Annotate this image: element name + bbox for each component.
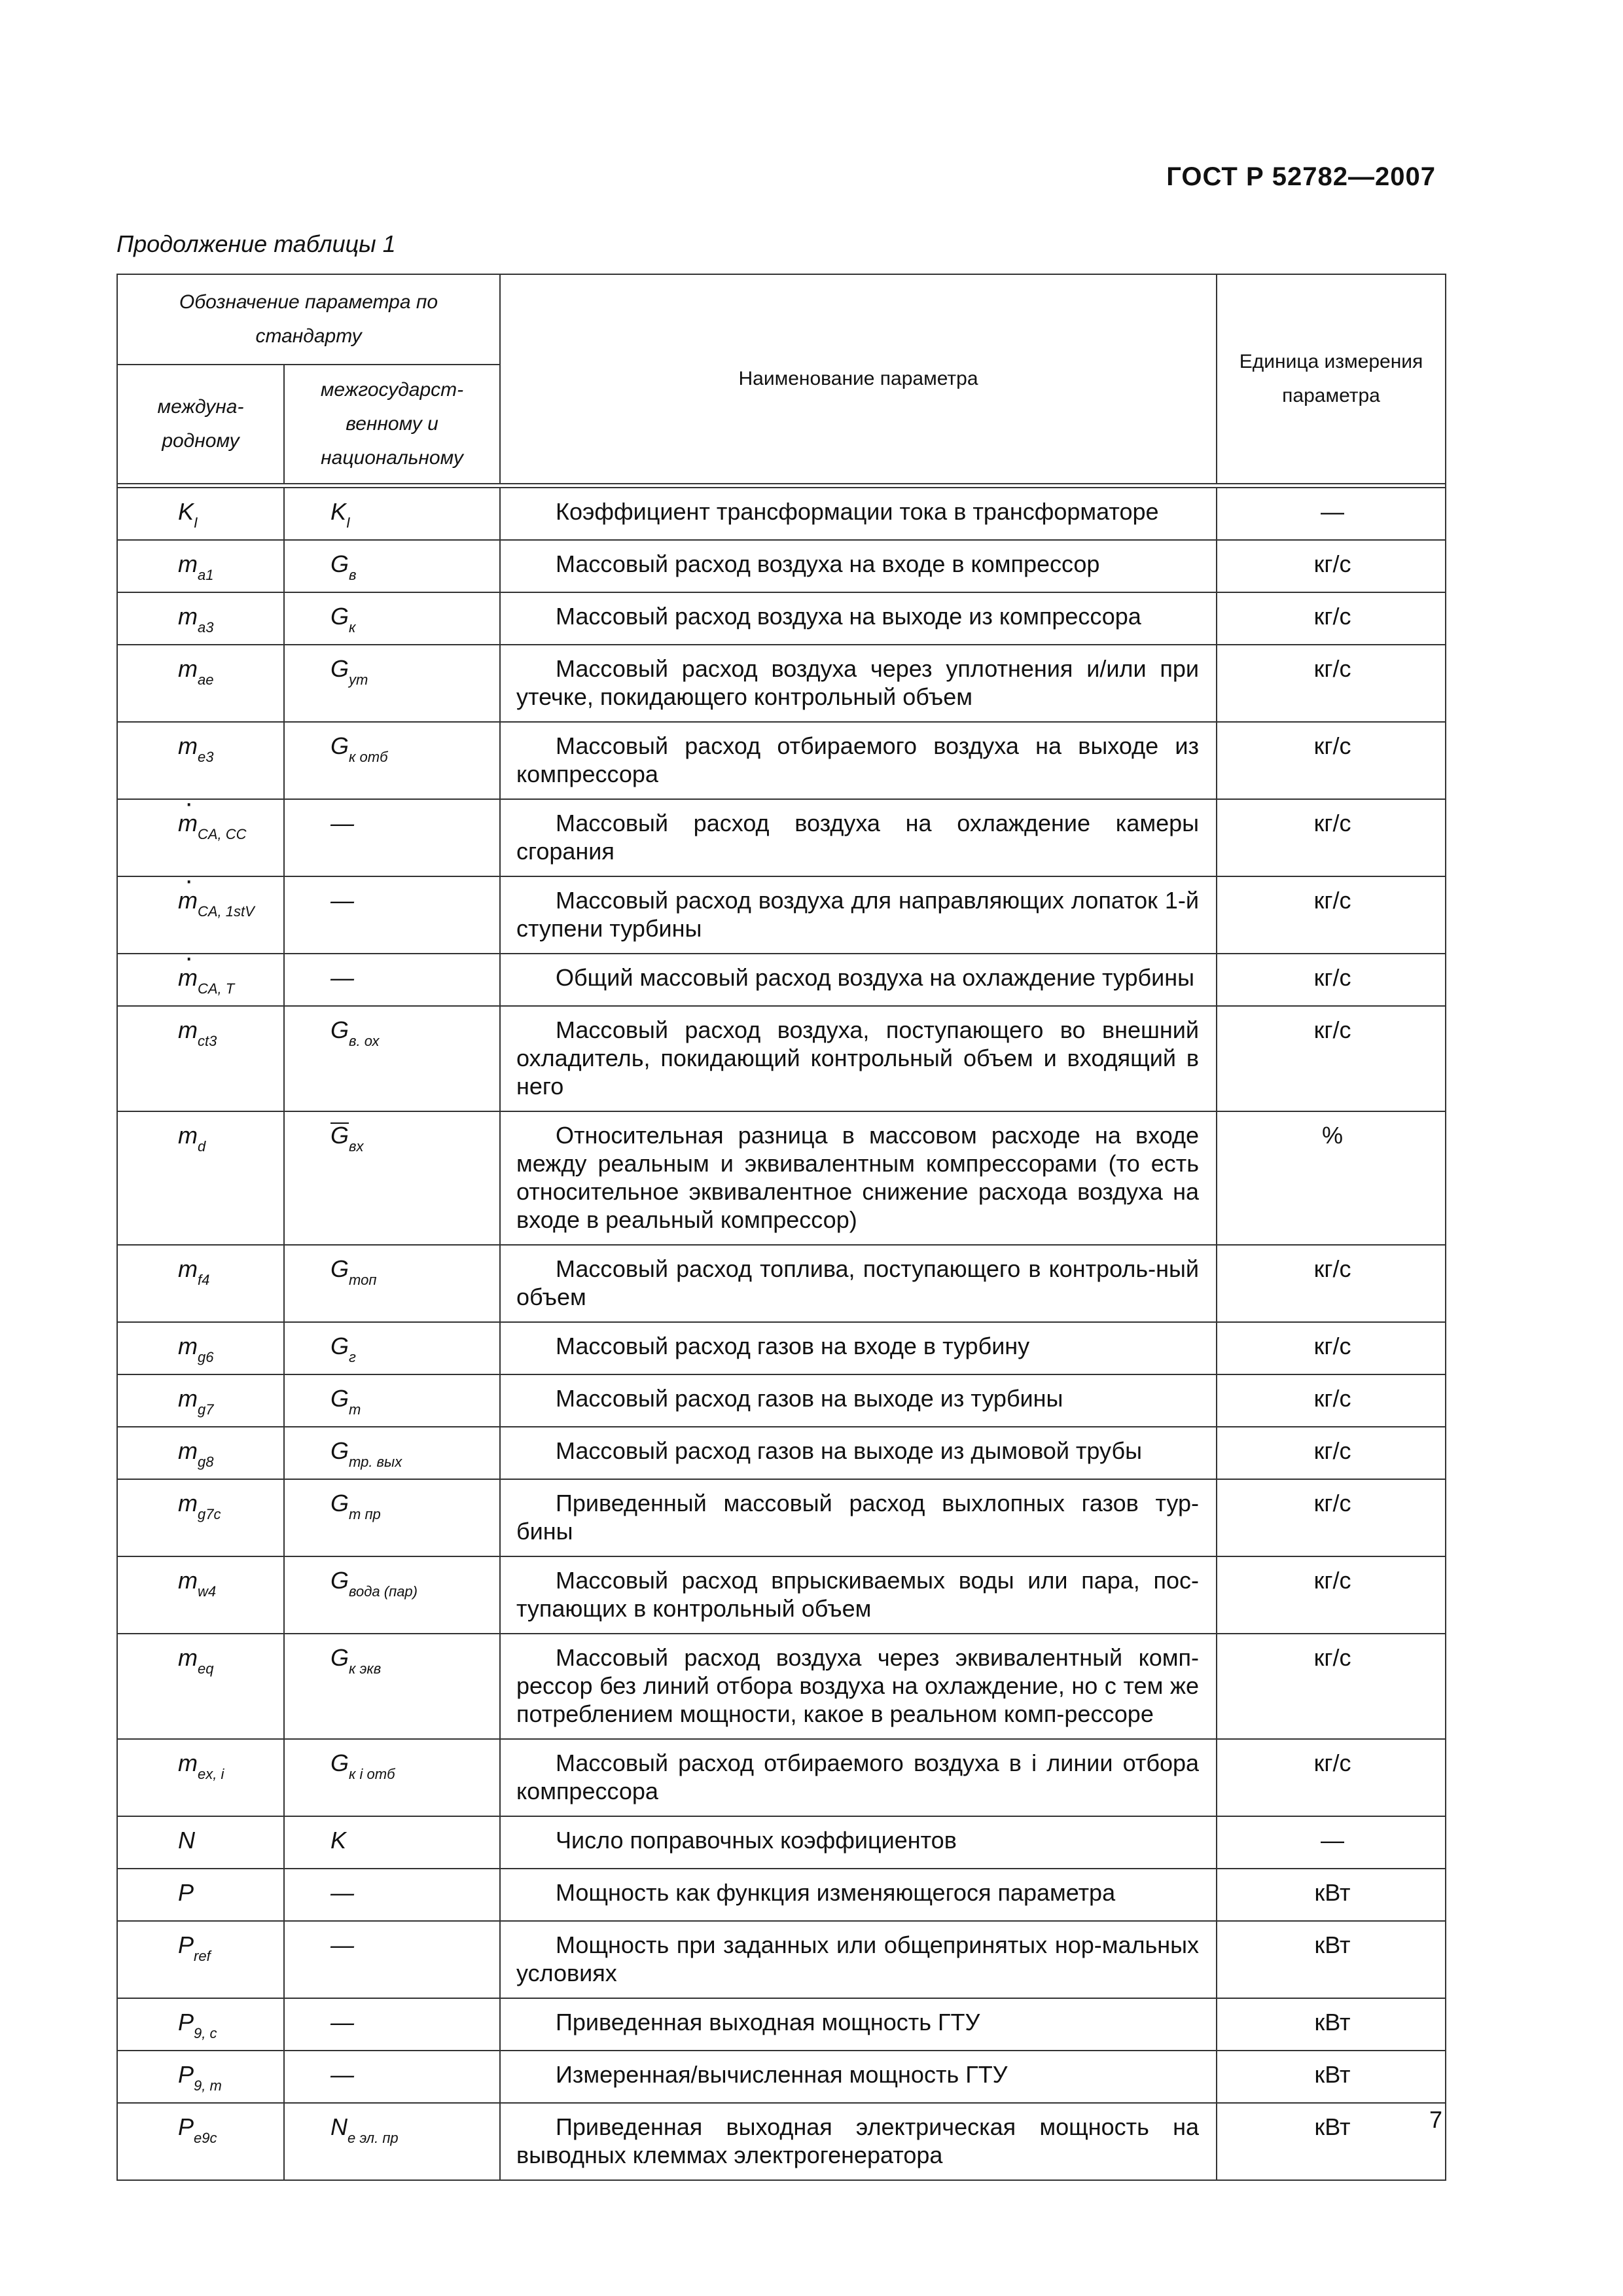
parameter-name [500, 1427, 1217, 1479]
symbol-international [117, 2103, 284, 2180]
parameter-name-text: Массовый расход воздуха на входе в компрессор [556, 550, 1100, 577]
symbol-base: m [178, 1016, 198, 1043]
parameter-name-text: Массовый расход впрыскиваемых воды или пара, пос-тупающих в контрольный объем [516, 1567, 1200, 1622]
parameter-name-text: Общий массовый расход воздуха на охлаждение турбины [556, 964, 1195, 991]
symbol-base: — [330, 2009, 354, 2036]
parameter-name [500, 1921, 1217, 1998]
table-body [117, 488, 1446, 2180]
symbol-international [117, 488, 284, 540]
parameter-name [500, 1556, 1217, 1634]
symbol-international [117, 1816, 284, 1869]
symbol-base: P [178, 1879, 194, 1906]
parameter-name [500, 2051, 1217, 2103]
parameter-unit: кВт [1217, 1869, 1446, 1921]
symbol-subscript: 9, m [194, 2077, 222, 2094]
symbol-base: m [178, 1749, 198, 1776]
parameter-unit: кг/с [1217, 1006, 1446, 1111]
symbol-national [284, 1006, 500, 1111]
parameter-unit: кг/с [1217, 1322, 1446, 1374]
symbol-base: G [330, 1333, 349, 1359]
symbol-base: G [330, 1016, 349, 1043]
symbol-base: G [330, 655, 349, 682]
parameter-name [500, 876, 1217, 954]
parameter-name-text: Массовый расход топлива, поступающего в контроль-ный объем [516, 1255, 1200, 1310]
parameter-name-text: Массовый расход отбираемого воздуха на выходе из компрессора [516, 732, 1200, 787]
header-parameter-name: Наименование параметра [500, 274, 1217, 484]
symbol-subscript: g6 [198, 1349, 214, 1365]
symbol-international [117, 799, 284, 876]
symbol-base: G [330, 1122, 349, 1149]
symbol-base: · m [178, 886, 198, 914]
symbol-base: · m [178, 809, 198, 837]
parameter-name-text: Массовый расход газов на входе в турбину [556, 1333, 1030, 1359]
parameter-name-text: Массовый расход отбираемого воздуха в i линии отбора компрессора [516, 1749, 1200, 1804]
symbol-base: · m [178, 963, 198, 992]
symbol-international [117, 1374, 284, 1427]
parameter-name [500, 1245, 1217, 1322]
table-row [117, 1427, 1446, 1479]
symbol-subscript: CA, 1stV [198, 903, 255, 920]
symbol-subscript: к отб [349, 749, 388, 765]
symbol-national [284, 876, 500, 954]
symbol-base: — [330, 1931, 354, 1958]
symbol-base: m [178, 1122, 198, 1149]
table-row [117, 488, 1446, 540]
table-row [117, 2051, 1446, 2103]
parameter-name [500, 488, 1217, 540]
parameter-unit: кг/с [1217, 1556, 1446, 1634]
symbol-national [284, 645, 500, 722]
symbol-national [284, 1479, 500, 1556]
symbol-international [117, 592, 284, 645]
table-row [117, 1869, 1446, 1921]
symbol-base: G [330, 1385, 349, 1412]
symbol-international [117, 1869, 284, 1921]
symbol-subscript: т пр [349, 1506, 381, 1522]
parameter-name [500, 645, 1217, 722]
symbol-base: m [178, 1567, 198, 1594]
symbol-subscript: a3 [198, 619, 214, 636]
parameter-unit: кВт [1217, 2051, 1446, 2103]
table-row [117, 876, 1446, 954]
table-row [117, 1006, 1446, 1111]
header-unit: Единица измерения параметра [1217, 274, 1446, 484]
symbol-subscript: CA, CC [198, 826, 247, 842]
symbol-international [117, 1427, 284, 1479]
parameter-name-text: Массовый расход газов на выходе из турбины [556, 1385, 1063, 1412]
parameter-name-text: Приведенная выходная электрическая мощность на выводных клеммах электрогенератора [516, 2113, 1200, 2168]
parameter-unit: кг/с [1217, 799, 1446, 876]
symbol-base: m [178, 1644, 198, 1671]
symbol-international [117, 540, 284, 592]
parameter-unit: кг/с [1217, 645, 1446, 722]
table-row [117, 1634, 1446, 1739]
symbol-subscript: g8 [198, 1454, 214, 1470]
symbol-subscript: f4 [198, 1272, 210, 1288]
table-row [117, 1111, 1446, 1245]
header-international: междуна-родному [117, 365, 284, 484]
symbol-international [117, 1322, 284, 1374]
table-caption: Продолжение таблицы 1 [116, 230, 396, 257]
symbol-subscript: eq [198, 1660, 214, 1677]
symbol-base: G [330, 1437, 349, 1464]
parameter-name [500, 799, 1217, 876]
table-row [117, 1479, 1446, 1556]
parameter-name [500, 954, 1217, 1006]
symbol-base: m [178, 1437, 198, 1464]
table-row [117, 1739, 1446, 1816]
symbol-subscript: g7 [198, 1401, 214, 1418]
symbol-base: N [178, 1827, 195, 1854]
symbol-national [284, 488, 500, 540]
symbol-national [284, 1322, 500, 1374]
symbol-international [117, 1245, 284, 1322]
symbol-national [284, 954, 500, 1006]
table-row [117, 799, 1446, 876]
symbol-subscript: e9c [194, 2130, 217, 2146]
symbol-subscript: тр. вых [349, 1454, 402, 1470]
symbol-subscript: ct3 [198, 1033, 217, 1049]
symbol-subscript: ут [349, 672, 368, 688]
parameter-unit: % [1217, 1111, 1446, 1245]
parameter-name-text: Массовый расход газов на выходе из дымовой трубы [556, 1437, 1142, 1464]
parameters-table [116, 274, 1446, 2181]
symbol-national [284, 2051, 500, 2103]
symbol-base: — [330, 1879, 354, 1906]
symbol-subscript: w4 [198, 1583, 217, 1600]
parameter-name-text: Измеренная/вычисленная мощность ГТУ [556, 2061, 1008, 2088]
symbol-base: N [330, 2113, 348, 2140]
parameter-unit: кВт [1217, 2103, 1446, 2180]
symbol-subscript: к экв [349, 1660, 382, 1677]
parameter-unit: кг/с [1217, 1427, 1446, 1479]
symbol-national [284, 1374, 500, 1427]
parameter-name [500, 1374, 1217, 1427]
parameter-name-text: Относительная разница в массовом расходе на входе между реальным и эквивалентным компрессорами (то есть относительное эквивалентное снижение расхода воздуха на входе в реальный компрессор) [516, 1122, 1200, 1233]
parameter-unit: кг/с [1217, 1479, 1446, 1556]
table-row [117, 1556, 1446, 1634]
symbol-subscript: ref [194, 1948, 211, 1964]
parameter-name [500, 722, 1217, 799]
symbol-national [284, 1739, 500, 1816]
symbol-international [117, 1739, 284, 1816]
symbol-national [284, 1921, 500, 1998]
symbol-base: m [178, 655, 198, 682]
parameter-name-text: Массовый расход воздуха через уплотнения и/или при утечке, покидающего контрольный объем [516, 655, 1200, 710]
symbol-base: m [178, 550, 198, 577]
symbol-base: — [330, 887, 354, 914]
parameter-name-text: Мощность при заданных или общепринятых нор-мальных условиях [516, 1931, 1200, 1986]
parameter-name [500, 1322, 1217, 1374]
parameter-name [500, 1111, 1217, 1245]
symbol-subscript: г [349, 1349, 356, 1365]
symbol-international [117, 1634, 284, 1739]
symbol-base: G [330, 732, 349, 759]
table-row [117, 722, 1446, 799]
symbol-base: m [178, 1490, 198, 1516]
symbol-international [117, 1006, 284, 1111]
parameter-name-text: Число поправочных коэффициентов [556, 1827, 957, 1854]
parameter-name [500, 1998, 1217, 2051]
symbol-base: m [178, 1255, 198, 1282]
table-row [117, 1998, 1446, 2051]
page-number: 7 [1429, 2106, 1442, 2133]
symbol-base: K [330, 1827, 347, 1854]
parameter-unit: кг/с [1217, 1739, 1446, 1816]
symbol-national [284, 1869, 500, 1921]
symbol-subscript: a1 [198, 567, 214, 583]
parameter-unit: кг/с [1217, 1634, 1446, 1739]
symbol-international [117, 1479, 284, 1556]
symbol-national [284, 1816, 500, 1869]
symbol-base: m [178, 1385, 198, 1412]
parameter-name-text: Приведенная выходная мощность ГТУ [556, 2009, 980, 2036]
symbol-international [117, 954, 284, 1006]
parameter-name [500, 1739, 1217, 1816]
symbol-subscript: вх [349, 1138, 364, 1155]
symbol-national [284, 1111, 500, 1245]
parameter-name [500, 1479, 1217, 1556]
symbol-subscript: I [194, 514, 198, 531]
parameter-name [500, 1816, 1217, 1869]
parameter-unit: кг/с [1217, 722, 1446, 799]
symbol-base: G [330, 1567, 349, 1594]
table-row [117, 540, 1446, 592]
symbol-base: K [330, 498, 347, 525]
symbol-national [284, 592, 500, 645]
symbol-subscript: топ [349, 1272, 377, 1288]
symbol-international [117, 1556, 284, 1634]
symbol-national [284, 1634, 500, 1739]
symbol-international [117, 1111, 284, 1245]
symbol-base: P [178, 2009, 194, 2036]
parameter-name-text: Приведенный массовый расход выхлопных газов тур-бины [516, 1490, 1200, 1545]
symbol-national [284, 540, 500, 592]
symbol-base: m [178, 603, 198, 630]
parameter-name [500, 592, 1217, 645]
parameter-name-text: Массовый расход воздуха на охлаждение камеры сгорания [516, 810, 1200, 865]
table-row [117, 1816, 1446, 1869]
symbol-national [284, 2103, 500, 2180]
table-row [117, 954, 1446, 1006]
symbol-subscript: вода (пар) [349, 1583, 418, 1600]
symbol-subscript: в [349, 567, 357, 583]
parameter-unit: кВт [1217, 1921, 1446, 1998]
symbol-national [284, 1998, 500, 2051]
parameter-name [500, 1634, 1217, 1739]
symbol-base: — [330, 964, 354, 991]
parameter-unit: кг/с [1217, 592, 1446, 645]
symbol-base: K [178, 498, 194, 525]
parameter-name-text: Мощность как функция изменяющегося параметра [556, 1879, 1116, 1906]
parameter-unit: кг/с [1217, 1374, 1446, 1427]
symbol-subscript: в. ох [349, 1033, 380, 1049]
parameter-name-text: Массовый расход воздуха, поступающего во внешний охладитель, покидающий контрольный объем и входящий в него [516, 1016, 1200, 1100]
parameter-name-text: Коэффициент трансформации тока в трансформаторе [556, 498, 1159, 525]
symbol-subscript: d [198, 1138, 206, 1155]
table-row [117, 1245, 1446, 1322]
table-row [117, 1322, 1446, 1374]
parameter-unit: — [1217, 488, 1446, 540]
symbol-subscript: т [349, 1401, 361, 1418]
symbol-subscript: e3 [198, 749, 214, 765]
symbol-base: G [330, 603, 349, 630]
symbol-base: G [330, 1255, 349, 1282]
symbol-subscript: к [349, 619, 356, 636]
table-row [117, 1374, 1446, 1427]
symbol-base: P [178, 2113, 194, 2140]
symbol-subscript: I [346, 514, 351, 531]
symbol-international [117, 876, 284, 954]
parameter-unit: — [1217, 1816, 1446, 1869]
parameter-unit: кг/с [1217, 954, 1446, 1006]
parameter-name [500, 2103, 1217, 2180]
symbol-international [117, 1921, 284, 1998]
symbol-international [117, 645, 284, 722]
symbol-base: G [330, 1749, 349, 1776]
symbol-base: P [178, 1931, 194, 1958]
table-row [117, 1921, 1446, 1998]
symbol-subscript: е эл. пр [348, 2130, 399, 2146]
table-row [117, 645, 1446, 722]
symbol-base: P [178, 2061, 194, 2088]
symbol-subscript: 9, c [194, 2025, 217, 2041]
symbol-base: G [330, 1644, 349, 1671]
header-national: межгосударст-венному и национальному [284, 365, 500, 484]
symbol-national [284, 1556, 500, 1634]
parameter-name-text: Массовый расход воздуха для направляющих лопаток 1-й ступени турбины [516, 887, 1200, 942]
symbol-subscript: ae [198, 672, 214, 688]
symbol-base: — [330, 810, 354, 836]
symbol-national [284, 799, 500, 876]
symbol-subscript: к i отб [349, 1766, 395, 1782]
symbol-base: G [330, 550, 349, 577]
document-code: ГОСТ Р 52782—2007 [1166, 162, 1436, 191]
parameter-name-text: Массовый расход воздуха через эквивалентный комп-рессор без линий отбора воздуха на охлаждение, но с тем же потреблением мощности, какое в реальном комп-рессоре [516, 1644, 1200, 1727]
symbol-base: — [330, 2061, 354, 2088]
parameter-name-text: Массовый расход воздуха на выходе из компрессора [556, 603, 1141, 630]
parameter-name [500, 540, 1217, 592]
symbol-national [284, 1427, 500, 1479]
header-designation: Обозначение параметра по стандарту [117, 274, 500, 365]
symbol-international [117, 2051, 284, 2103]
symbol-subscript: CA, T [198, 980, 235, 997]
parameter-name [500, 1869, 1217, 1921]
symbol-base: m [178, 732, 198, 759]
symbol-subscript: ex, i [198, 1766, 224, 1782]
table-row [117, 592, 1446, 645]
symbol-international [117, 1998, 284, 2051]
parameter-unit: кВт [1217, 1998, 1446, 2051]
table-row [117, 2103, 1446, 2180]
symbol-subscript: g7c [198, 1506, 221, 1522]
symbol-national [284, 722, 500, 799]
parameter-unit: кг/с [1217, 540, 1446, 592]
parameter-unit: кг/с [1217, 876, 1446, 954]
symbol-international [117, 722, 284, 799]
symbol-national [284, 1245, 500, 1322]
symbol-base: m [178, 1333, 198, 1359]
symbol-base: G [330, 1490, 349, 1516]
parameter-unit: кг/с [1217, 1245, 1446, 1322]
parameter-name [500, 1006, 1217, 1111]
